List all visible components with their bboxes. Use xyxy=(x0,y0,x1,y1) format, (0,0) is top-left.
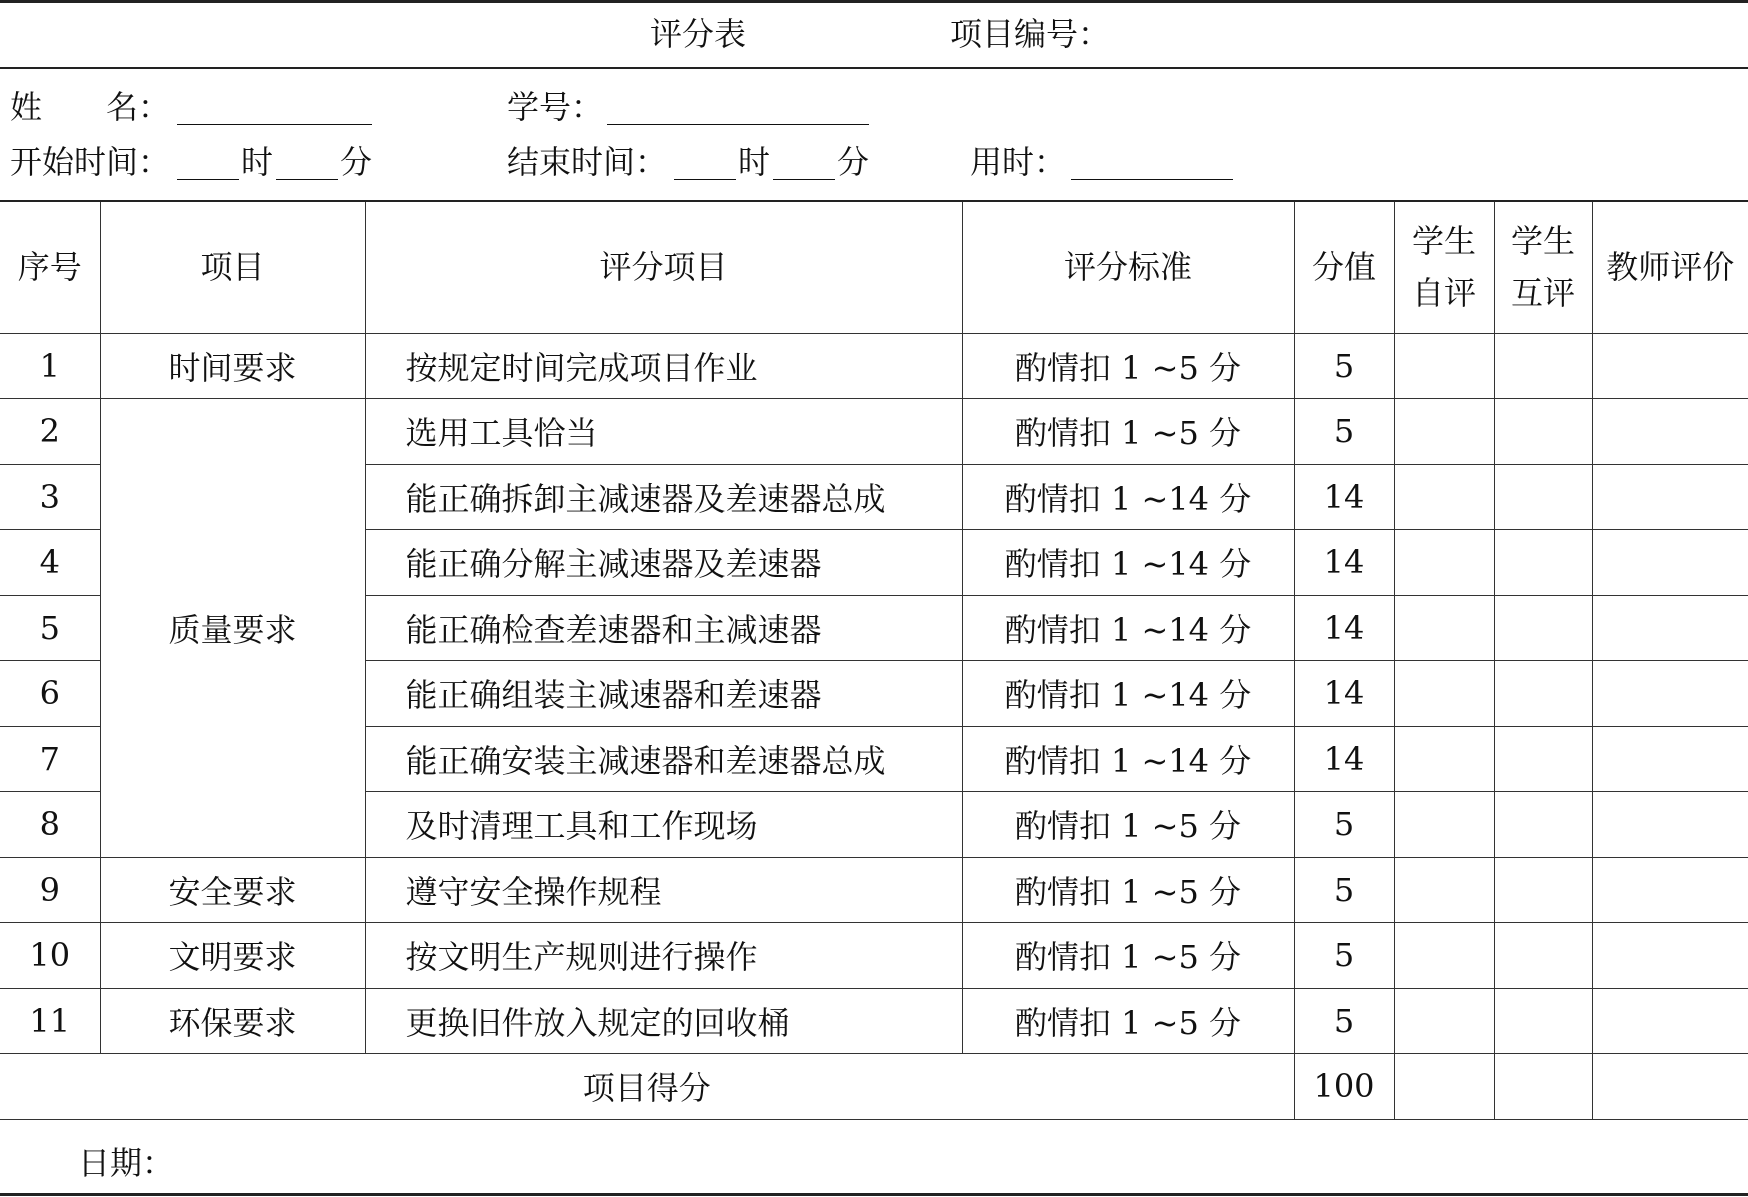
row-seq: 4 xyxy=(0,530,100,596)
row-item-merged: 质量要求 xyxy=(100,399,365,858)
self-eval-cell[interactable] xyxy=(1394,530,1494,596)
peer-eval-cell[interactable] xyxy=(1494,857,1592,923)
self-eval-cell[interactable] xyxy=(1394,857,1494,923)
total-row xyxy=(0,1054,1748,1120)
row-criteria: 酌情扣 1 ~5 分 xyxy=(962,399,1294,465)
row-criteria: 酌情扣 1 ~14 分 xyxy=(962,464,1294,530)
row-scoring-item: 按规定时间完成项目作业 xyxy=(365,333,962,399)
teacher-eval-cell[interactable] xyxy=(1592,923,1748,989)
start-hour-unit: 时 xyxy=(241,143,274,181)
peer-eval-cell[interactable] xyxy=(1494,923,1592,989)
row-scoring-item: 选用工具恰当 xyxy=(365,399,962,465)
table-row xyxy=(0,988,1748,1054)
row-points: 5 xyxy=(1294,399,1394,465)
row-seq: 5 xyxy=(0,595,100,661)
start-minute-blank[interactable] xyxy=(276,179,338,180)
peer-eval-cell[interactable] xyxy=(1494,792,1592,858)
row-scoring-item: 按文明生产规则进行操作 xyxy=(365,923,962,989)
teacher-eval-cell[interactable] xyxy=(1592,595,1748,661)
teacher-eval-cell[interactable] xyxy=(1592,464,1748,530)
teacher-eval-cell[interactable] xyxy=(1592,399,1748,465)
name-label: 姓 名： xyxy=(10,88,171,126)
teacher-eval-cell[interactable] xyxy=(1592,988,1748,1054)
row-criteria: 酌情扣 1 ~5 分 xyxy=(962,923,1294,989)
row-criteria: 酌情扣 1 ~5 分 xyxy=(962,988,1294,1054)
name-blank[interactable] xyxy=(177,124,372,125)
peer-eval-total-cell[interactable] xyxy=(1494,1054,1592,1120)
header-criteria: 评分标准 xyxy=(962,201,1294,333)
teacher-eval-cell[interactable] xyxy=(1592,857,1748,923)
peer-eval-cell[interactable] xyxy=(1494,399,1592,465)
header-teacher-eval: 教师评价 xyxy=(1592,201,1748,333)
row-points: 14 xyxy=(1294,530,1394,596)
end-minute-blank[interactable] xyxy=(773,179,835,180)
row-scoring-item: 能正确检查差速器和主减速器 xyxy=(365,595,962,661)
end-time-label: 结束时间： xyxy=(507,143,668,181)
start-time-label: 开始时间： xyxy=(10,143,171,181)
self-eval-cell[interactable] xyxy=(1394,464,1494,530)
row-criteria: 酌情扣 1 ~14 分 xyxy=(962,661,1294,727)
total-label: 项目得分 xyxy=(0,1054,1294,1120)
table-row xyxy=(0,857,1748,923)
date-label: 日期： xyxy=(78,1144,175,1182)
duration-blank[interactable] xyxy=(1071,179,1233,180)
table-row xyxy=(0,399,1748,465)
row-item: 安全要求 xyxy=(100,857,365,923)
row-points: 5 xyxy=(1294,857,1394,923)
header-seq: 序号 xyxy=(0,201,100,333)
peer-eval-cell[interactable] xyxy=(1494,988,1592,1054)
header-peer-eval-line1: 学生 xyxy=(1510,222,1575,261)
row-scoring-item: 能正确分解主减速器及差速器 xyxy=(365,530,962,596)
start-minute-unit: 分 xyxy=(340,143,373,181)
student-no-label: 学号： xyxy=(507,88,604,126)
row-points: 5 xyxy=(1294,333,1394,399)
row-seq: 7 xyxy=(0,726,100,792)
self-eval-cell[interactable] xyxy=(1394,595,1494,661)
scoring-table xyxy=(0,200,1748,1120)
end-hour-blank[interactable] xyxy=(674,179,736,180)
header-item: 项目 xyxy=(100,201,365,333)
row-scoring-item: 能正确拆卸主减速器及差速器总成 xyxy=(365,464,962,530)
row-points: 14 xyxy=(1294,661,1394,727)
row-scoring-item: 更换旧件放入规定的回收桶 xyxy=(365,988,962,1054)
row-seq: 8 xyxy=(0,792,100,858)
row-criteria: 酌情扣 1 ~5 分 xyxy=(962,333,1294,399)
row-seq: 6 xyxy=(0,661,100,727)
title-underline xyxy=(0,67,1748,69)
row-seq: 9 xyxy=(0,857,100,923)
row-points: 14 xyxy=(1294,726,1394,792)
end-hour-unit: 时 xyxy=(738,143,771,181)
header-points: 分值 xyxy=(1294,201,1394,333)
teacher-eval-cell[interactable] xyxy=(1592,661,1748,727)
row-points: 14 xyxy=(1294,595,1394,661)
table-row xyxy=(0,333,1748,399)
row-scoring-item: 能正确安装主减速器和差速器总成 xyxy=(365,726,962,792)
teacher-eval-cell[interactable] xyxy=(1592,333,1748,399)
row-criteria: 酌情扣 1 ~14 分 xyxy=(962,530,1294,596)
start-hour-blank[interactable] xyxy=(177,179,239,180)
row-points: 5 xyxy=(1294,792,1394,858)
header-peer-eval xyxy=(1494,201,1592,333)
self-eval-total-cell[interactable] xyxy=(1394,1054,1494,1120)
teacher-eval-cell[interactable] xyxy=(1592,792,1748,858)
self-eval-cell[interactable] xyxy=(1394,333,1494,399)
peer-eval-cell[interactable] xyxy=(1494,661,1592,727)
table-header-row xyxy=(0,201,1748,333)
end-minute-unit: 分 xyxy=(837,143,870,181)
row-scoring-item: 及时清理工具和工作现场 xyxy=(365,792,962,858)
row-points: 14 xyxy=(1294,464,1394,530)
row-seq: 2 xyxy=(0,399,100,465)
self-eval-cell[interactable] xyxy=(1394,661,1494,727)
header-peer-eval-line2: 互评 xyxy=(1510,274,1575,313)
self-eval-cell[interactable] xyxy=(1394,399,1494,465)
row-seq: 3 xyxy=(0,464,100,530)
teacher-eval-total-cell[interactable] xyxy=(1592,1054,1748,1120)
duration-label: 用时： xyxy=(970,143,1067,181)
peer-eval-cell[interactable] xyxy=(1494,595,1592,661)
row-scoring-item: 遵守安全操作规程 xyxy=(365,857,962,923)
self-eval-cell[interactable] xyxy=(1394,726,1494,792)
teacher-eval-cell[interactable] xyxy=(1592,726,1748,792)
row-points: 5 xyxy=(1294,923,1394,989)
row-item: 时间要求 xyxy=(100,333,365,399)
header-scoring-item: 评分项目 xyxy=(365,201,962,333)
self-eval-cell[interactable] xyxy=(1394,988,1494,1054)
row-item: 文明要求 xyxy=(100,923,365,989)
row-points: 5 xyxy=(1294,988,1394,1054)
row-seq: 11 xyxy=(0,988,100,1054)
row-criteria: 酌情扣 1 ~5 分 xyxy=(962,792,1294,858)
peer-eval-cell[interactable] xyxy=(1494,530,1592,596)
row-seq: 10 xyxy=(0,923,100,989)
row-scoring-item: 能正确组装主减速器和差速器 xyxy=(365,661,962,727)
peer-eval-cell[interactable] xyxy=(1494,726,1592,792)
project-no-label: 项目编号： xyxy=(950,15,1111,53)
teacher-eval-cell[interactable] xyxy=(1592,530,1748,596)
peer-eval-cell[interactable] xyxy=(1494,333,1592,399)
header-self-eval-line2: 自评 xyxy=(1411,274,1476,313)
header-self-eval xyxy=(1394,201,1494,333)
peer-eval-cell[interactable] xyxy=(1494,464,1592,530)
self-eval-cell[interactable] xyxy=(1394,923,1494,989)
row-criteria: 酌情扣 1 ~14 分 xyxy=(962,595,1294,661)
table-row xyxy=(0,923,1748,989)
bottom-rule xyxy=(0,1193,1748,1196)
row-criteria: 酌情扣 1 ~14 分 xyxy=(962,726,1294,792)
row-criteria: 酌情扣 1 ~5 分 xyxy=(962,857,1294,923)
page-title: 评分表 xyxy=(650,15,747,53)
header-self-eval-line1: 学生 xyxy=(1411,222,1476,261)
row-seq: 1 xyxy=(0,333,100,399)
top-rule xyxy=(0,0,1748,3)
student-no-blank[interactable] xyxy=(607,124,869,125)
self-eval-cell[interactable] xyxy=(1394,792,1494,858)
total-points: 100 xyxy=(1294,1054,1394,1120)
row-item: 环保要求 xyxy=(100,988,365,1054)
